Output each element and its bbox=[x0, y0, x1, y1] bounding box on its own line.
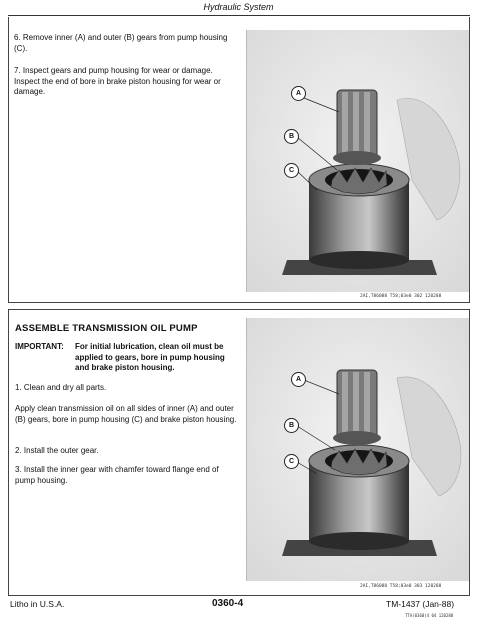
callout-a: A bbox=[291, 372, 306, 387]
callout-a: A bbox=[291, 86, 306, 101]
callout-c: C bbox=[284, 163, 299, 178]
callout-b: B bbox=[284, 129, 299, 144]
callout-c: C bbox=[284, 454, 299, 469]
important-text: For initial lubrication, clean oil must be applied to gears, bore in pump housing and brake piston housing. bbox=[75, 342, 225, 372]
footer-litho: Litho in U.S.A. bbox=[10, 599, 65, 609]
assembly-photo bbox=[246, 318, 469, 581]
step-1-text: 1. Clean and dry all parts. bbox=[15, 383, 107, 392]
step-6-text: 6. Remove inner (A) and outer (B) gears from pump housing (C). bbox=[14, 33, 228, 53]
callout-b: B bbox=[284, 418, 299, 433]
oil-application-text: Apply clean transmission oil on all sides of inner (A) and outer (B) gears, bore in pump housing (C) and brake piston housing. bbox=[15, 404, 237, 424]
important-label: IMPORTANT: bbox=[15, 342, 64, 351]
section-title: ASSEMBLE TRANSMISSION OIL PUMP bbox=[15, 323, 198, 334]
footer-code: TTA(0360)4 04 120288 bbox=[405, 613, 454, 618]
pump-gear-illustration-top bbox=[247, 30, 469, 292]
step-7-text: 7. Inspect gears and pump housing for wear or damage. Inspect the end of bore in brake piston housing for wear or damage. bbox=[14, 66, 221, 96]
step-3-text: 3. Install the inner gear with chamfer toward flange end of pump housing. bbox=[15, 465, 219, 485]
photo-caption-bottom: 2AI,T86088 T58;03e0 303 120288 bbox=[360, 584, 442, 589]
header-title: Hydraulic System bbox=[203, 2, 274, 12]
disassembly-photo bbox=[246, 30, 469, 292]
manual-id: TM-1437 (Jan-88) bbox=[386, 599, 455, 609]
page-number: 0360-4 bbox=[212, 598, 244, 609]
header-rule bbox=[8, 15, 470, 16]
photo-caption-top: 2AI,T86088 T58;03e0 302 120288 bbox=[360, 294, 442, 299]
pump-gear-illustration-bottom bbox=[247, 318, 469, 581]
step-2-text: 2. Install the outer gear. bbox=[15, 446, 99, 455]
